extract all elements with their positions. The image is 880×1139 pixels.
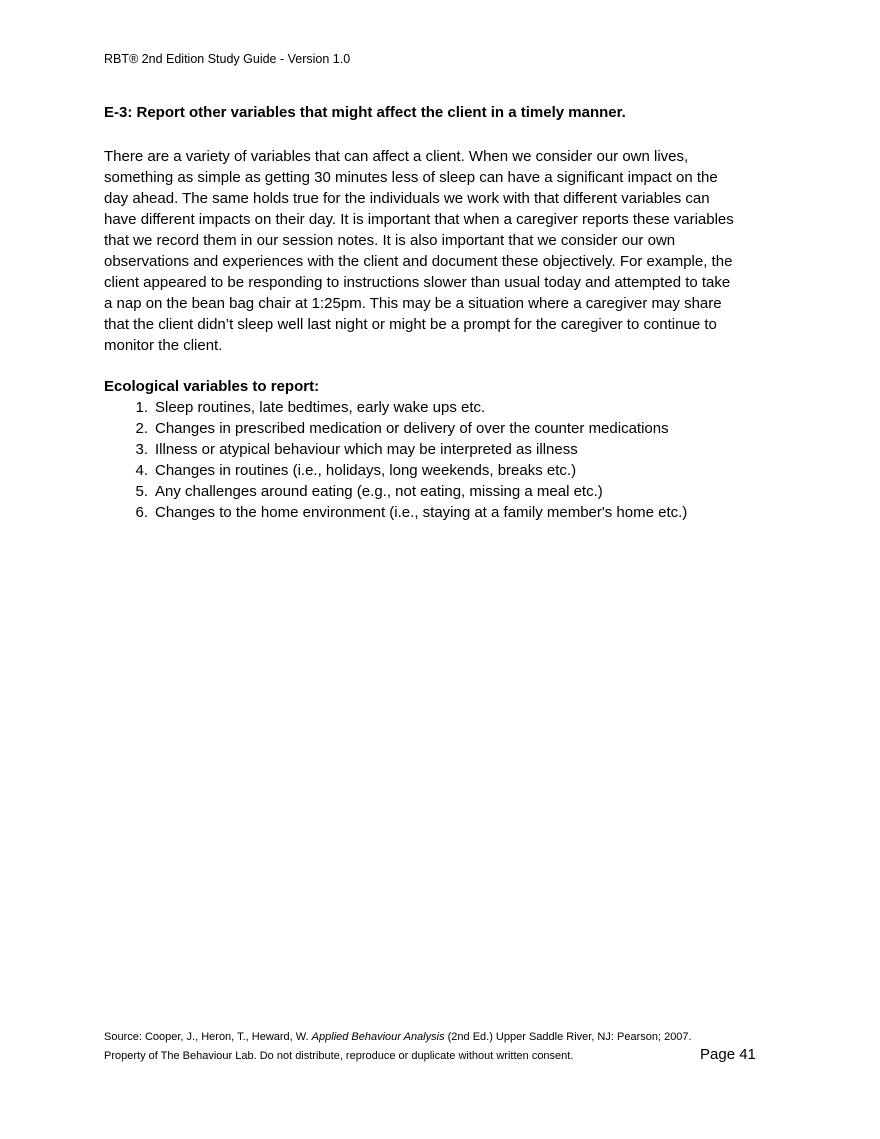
body-paragraph (104, 146, 776, 356)
paragraph-line: observations and experiences with the client and document these objectively. For example, the (104, 253, 733, 270)
list-item (104, 418, 687, 439)
ecological-variables-heading: Ecological variables to report: (104, 378, 320, 395)
list-number: 4. (135, 462, 148, 479)
paragraph-line: monitor the client. (104, 337, 223, 354)
list-item-text: Changes in routines (i.e., holidays, long weekends, breaks etc.) (155, 462, 577, 479)
list-item-text: Changes to the home environment (i.e., staying at a family member's home etc.) (155, 504, 688, 521)
ecological-variables-list (104, 397, 687, 523)
paragraph-line: a nap on the bean bag chair at 1:25pm. This may be a situation where a caregiver may share (104, 295, 722, 312)
list-item-text: Changes in prescribed medication or delivery of over the counter medications (155, 420, 669, 437)
running-header: RBT® 2nd Edition Study Guide - Version 1.0 (104, 52, 351, 66)
source-prefix: Source: Cooper, J., Heron, T., Heward, W. (104, 1031, 312, 1043)
paragraph-line: have different impacts on their day. It is important that when a caregiver reports these variables (104, 211, 734, 228)
section-title: E-3: Report other variables that might affect the client in a timely manner. (104, 104, 626, 121)
paragraph-line: something as simple as getting 30 minutes less of sleep can have a significant impact on the (104, 169, 718, 186)
list-number: 3. (135, 441, 148, 458)
list-item (104, 460, 687, 481)
list-item (104, 397, 687, 418)
paragraph-line: day ahead. The same holds true for the individuals we work with that different variables can (104, 190, 710, 207)
source-suffix: (2nd Ed.) Upper Saddle River, NJ: Pearson; 2007. (444, 1031, 692, 1043)
paragraph-line: that the client didn’t sleep well last night or might be a prompt for the caregiver to continue to (104, 316, 717, 333)
list-item-text: Any challenges around eating (e.g., not eating, missing a meal etc.) (155, 483, 603, 500)
list-item (104, 502, 687, 523)
list-item-text: Illness or atypical behaviour which may be interpreted as illness (155, 441, 578, 458)
list-number: 1. (135, 399, 148, 416)
footer-source-citation (104, 1031, 692, 1043)
list-number: 5. (135, 483, 148, 500)
paragraph-line: client appeared to be responding to instructions slower than usual today and attempted to take (104, 274, 731, 291)
list-item (104, 439, 687, 460)
paragraph-line: There are a variety of variables that can affect a client. When we consider our own lives, (104, 148, 689, 165)
page-number: Page 41 (700, 1046, 756, 1063)
source-book-title: Applied Behaviour Analysis (311, 1031, 445, 1043)
paragraph-line: that we record them in our session notes. It is also important that we consider our own (104, 232, 676, 249)
list-item-text: Sleep routines, late bedtimes, early wake ups etc. (155, 399, 486, 416)
footer-property-notice: Property of The Behaviour Lab. Do not distribute, reproduce or duplicate without written consent. (104, 1050, 574, 1062)
list-number: 2. (135, 420, 148, 437)
list-number: 6. (135, 504, 148, 521)
list-item (104, 481, 687, 502)
